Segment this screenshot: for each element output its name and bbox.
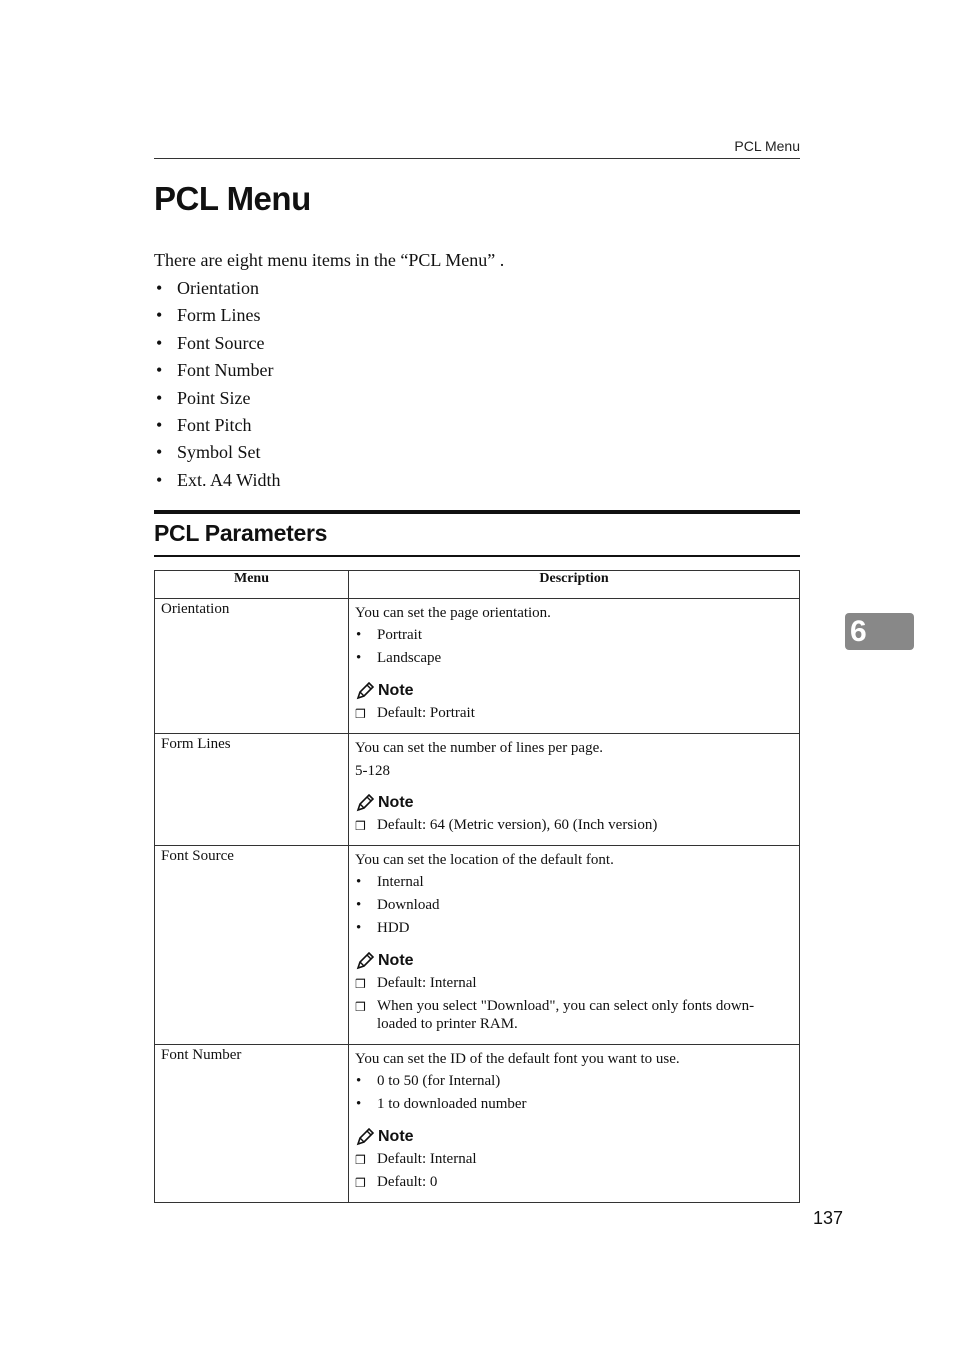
table-body — [155, 599, 800, 1203]
chapter-tab: 6 — [845, 613, 914, 650]
pencil-icon — [355, 1127, 375, 1147]
description-text: 5-128 — [355, 763, 390, 779]
description-text: You can set the number of lines per page. — [355, 740, 603, 756]
list-item: • Landscape — [355, 647, 793, 670]
note-label: Note — [378, 952, 414, 969]
parameters-table — [154, 570, 800, 1203]
list-item: • Portrait — [355, 624, 793, 647]
list-item: • Orientation — [154, 276, 280, 303]
option-list — [355, 1070, 793, 1116]
table-row — [155, 1045, 800, 1203]
note-item: ❒ Default: Internal — [355, 1150, 793, 1168]
description-text: You can set the page orientation. — [355, 605, 551, 621]
list-item: • 1 to downloaded number — [355, 1093, 793, 1116]
list-item: • Internal — [355, 871, 793, 894]
note-label: Note — [378, 682, 414, 699]
column-header-description: Description — [349, 571, 800, 599]
list-item: • 0 to 50 (for Internal) — [355, 1070, 793, 1093]
description-cell — [349, 846, 800, 1045]
description-text: You can set the location of the default font. — [355, 852, 614, 868]
running-header: PCL Menu — [734, 138, 800, 154]
table-row — [155, 846, 800, 1045]
list-item: • Download — [355, 894, 793, 917]
list-item: • Font Pitch — [154, 413, 280, 440]
pencil-icon — [355, 793, 375, 813]
list-item: • Form Lines — [154, 303, 280, 330]
menu-cell: Font Number — [155, 1045, 349, 1203]
table-row — [155, 734, 800, 846]
list-item: • Ext. A4 Width — [154, 468, 280, 495]
list-item: • HDD — [355, 917, 793, 940]
note-list — [355, 974, 793, 1033]
menu-item-list — [154, 276, 280, 495]
pencil-icon — [355, 951, 375, 971]
intro-text: There are eight menu items in the “PCL Menu” . — [154, 250, 505, 270]
note-item: ❒ Default: Internal — [355, 974, 793, 992]
section-title: PCL Parameters — [154, 520, 328, 546]
page-number: 137 — [813, 1208, 844, 1228]
note-list — [355, 1150, 793, 1191]
note-item: ❒ Default: 0 — [355, 1173, 793, 1191]
note-label: Note — [378, 794, 414, 811]
note-list — [355, 816, 793, 834]
list-item: • Symbol Set — [154, 440, 280, 467]
menu-cell: Orientation — [155, 599, 349, 734]
note-item: ❒ When you select "Download", you can select only fonts down-loaded to printer RAM. — [355, 997, 793, 1033]
note-heading — [355, 790, 793, 816]
option-list — [355, 624, 793, 670]
pencil-icon — [355, 681, 375, 701]
section-rule-top — [154, 510, 800, 514]
description-cell — [349, 734, 800, 846]
list-item: • Font Source — [154, 331, 280, 358]
note-item: ❒ Default: 64 (Metric version), 60 (Inch version) — [355, 816, 793, 834]
note-heading — [355, 1124, 793, 1150]
page-title: PCL Menu — [154, 180, 311, 217]
list-item: • Point Size — [154, 386, 280, 413]
list-item: • Font Number — [154, 358, 280, 385]
header-rule — [154, 158, 800, 159]
menu-cell: Form Lines — [155, 734, 349, 846]
description-cell — [349, 1045, 800, 1203]
note-label: Note — [378, 1128, 414, 1145]
note-heading — [355, 948, 793, 974]
column-header-menu: Menu — [155, 571, 349, 599]
description-text: You can set the ID of the default font you want to use. — [355, 1051, 680, 1067]
menu-cell: Font Source — [155, 846, 349, 1045]
table-row — [155, 599, 800, 734]
option-list — [355, 871, 793, 940]
table-header-row — [155, 571, 800, 599]
note-heading — [355, 678, 793, 704]
description-cell — [349, 599, 800, 734]
note-item: ❒ Default: Portrait — [355, 704, 793, 722]
note-list — [355, 704, 793, 722]
section-rule-bottom — [154, 555, 800, 557]
